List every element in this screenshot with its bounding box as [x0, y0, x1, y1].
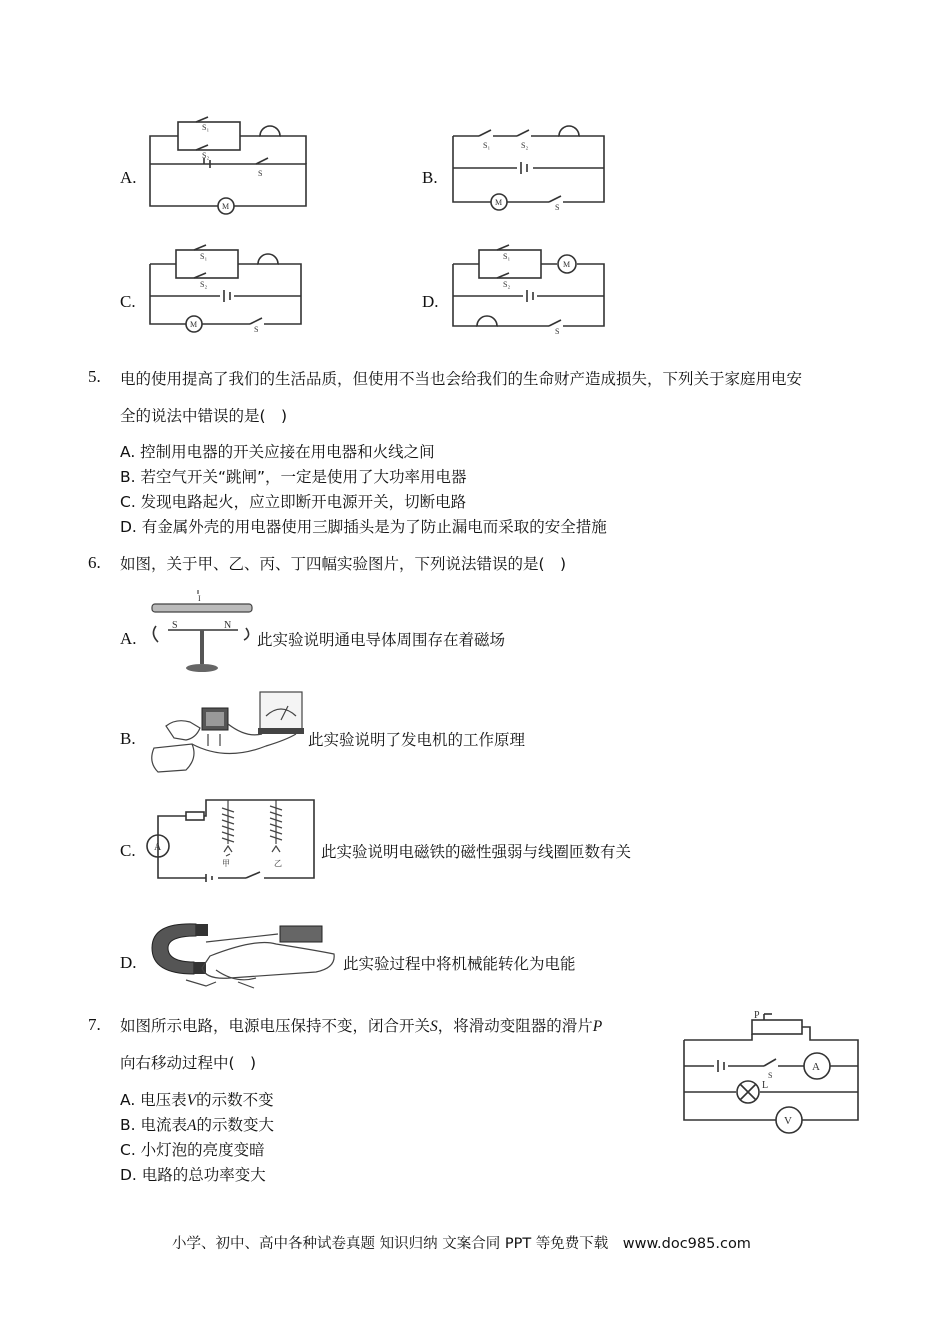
q4-option-c-label: C.	[120, 292, 136, 311]
q4-circuit-b	[449, 118, 614, 210]
q4-circuit-d	[449, 242, 614, 334]
q7-option-a: A. 电压表V的示数不变	[120, 1091, 274, 1109]
q5-option-d: D. 有金属外壳的用电器使用三脚插头是为了防止漏电而采取的安全措施	[120, 518, 607, 536]
svg-text:M: M	[190, 320, 198, 329]
q6-option-d-label: D.	[120, 953, 137, 972]
svg-text:S₁: S₁	[202, 123, 210, 132]
svg-text:M: M	[222, 202, 230, 211]
svg-text:S: S	[258, 169, 263, 178]
svg-text:L: L	[762, 1080, 769, 1091]
svg-text:M: M	[495, 198, 503, 207]
q6-option-d-text: 此实验过程中将机械能转化为电能	[343, 955, 576, 973]
q6-figure-b-generator	[146, 688, 308, 776]
svg-text:I: I	[198, 594, 201, 603]
svg-text:S: S	[555, 203, 560, 212]
svg-text:甲: 甲	[222, 859, 230, 868]
q4-option-b-label: B.	[422, 168, 438, 187]
svg-text:S₁: S₁	[503, 252, 511, 261]
q5-option-a: A. 控制用电器的开关应接在用电器和火线之间	[120, 443, 435, 461]
q5-number: 5.	[88, 367, 101, 386]
q7-number: 7.	[88, 1015, 101, 1034]
q6-figure-a-oersted	[146, 592, 258, 680]
q6-option-c-text: 此实验说明电磁铁的磁性强弱与线圈匝数有关	[321, 843, 632, 861]
svg-text:S₁: S₁	[200, 252, 208, 261]
q7-stem-line1: 如图所示电路，电源电压保持不变，闭合开关S，将滑动变阻器的滑片P	[120, 1017, 603, 1035]
svg-text:S₂: S₂	[521, 141, 529, 150]
svg-text:P: P	[754, 1010, 760, 1021]
svg-text:S: S	[555, 327, 560, 336]
q4-option-a-label: A.	[120, 168, 137, 187]
q7-option-c: C. 小灯泡的亮度变暗	[120, 1141, 265, 1159]
q4-circuit-a	[146, 118, 311, 210]
q5-option-c: C. 发现电路起火，应立即断开电源开关，切断电路	[120, 493, 467, 511]
q7-option-d: D. 电路的总功率变大	[120, 1166, 266, 1184]
q6-figure-c-electromagnet	[146, 794, 318, 884]
svg-text:M: M	[563, 260, 571, 269]
q5-stem-line1: 电的使用提高了我们的生活品质，但使用不当也会给我们的生命财产造成损失，下列关于家庭用电安	[120, 370, 803, 388]
q6-option-b-text: 此实验说明了发电机的工作原理	[308, 731, 526, 749]
q6-option-b-label: B.	[120, 729, 136, 748]
q7-circuit	[680, 1012, 862, 1134]
q7-stem-line2: 向右移动过程中( )	[120, 1054, 257, 1072]
q6-option-a-text: 此实验说明通电导体周围存在着磁场	[257, 631, 506, 649]
svg-text:S: S	[768, 1071, 773, 1080]
svg-text:A: A	[154, 842, 162, 853]
svg-text:S₂: S₂	[202, 151, 210, 160]
q6-option-c-label: C.	[120, 841, 136, 860]
svg-text:乙: 乙	[274, 859, 282, 868]
svg-text:S₂: S₂	[200, 280, 208, 289]
svg-text:A: A	[812, 1061, 820, 1073]
q6-option-a-label: A.	[120, 629, 137, 648]
svg-text:S: S	[254, 325, 259, 334]
q6-stem: 如图，关于甲、乙、丙、丁四幅实验图片，下列说法错误的是( )	[120, 555, 567, 573]
svg-text:N: N	[224, 620, 232, 631]
q7-option-b: B. 电流表A的示数变大	[120, 1116, 274, 1134]
q6-figure-d-magnet-hand	[146, 908, 342, 992]
q6-number: 6.	[88, 553, 101, 572]
svg-text:S: S	[172, 620, 178, 631]
q5-option-b: B. 若空气开关“跳闸”，一定是使用了大功率用电器	[120, 468, 467, 486]
svg-text:S₂: S₂	[503, 280, 511, 289]
q4-circuit-c	[146, 242, 311, 334]
q4-option-d-label: D.	[422, 292, 439, 311]
svg-text:V: V	[784, 1115, 792, 1127]
svg-text:S₁: S₁	[483, 141, 491, 150]
page-footer: 小学、初中、高中各种试卷真题 知识归纳 文案合同 PPT 等免费下载 www.doc985.com	[172, 1236, 751, 1252]
q5-stem-line2: 全的说法中错误的是( )	[120, 407, 288, 425]
